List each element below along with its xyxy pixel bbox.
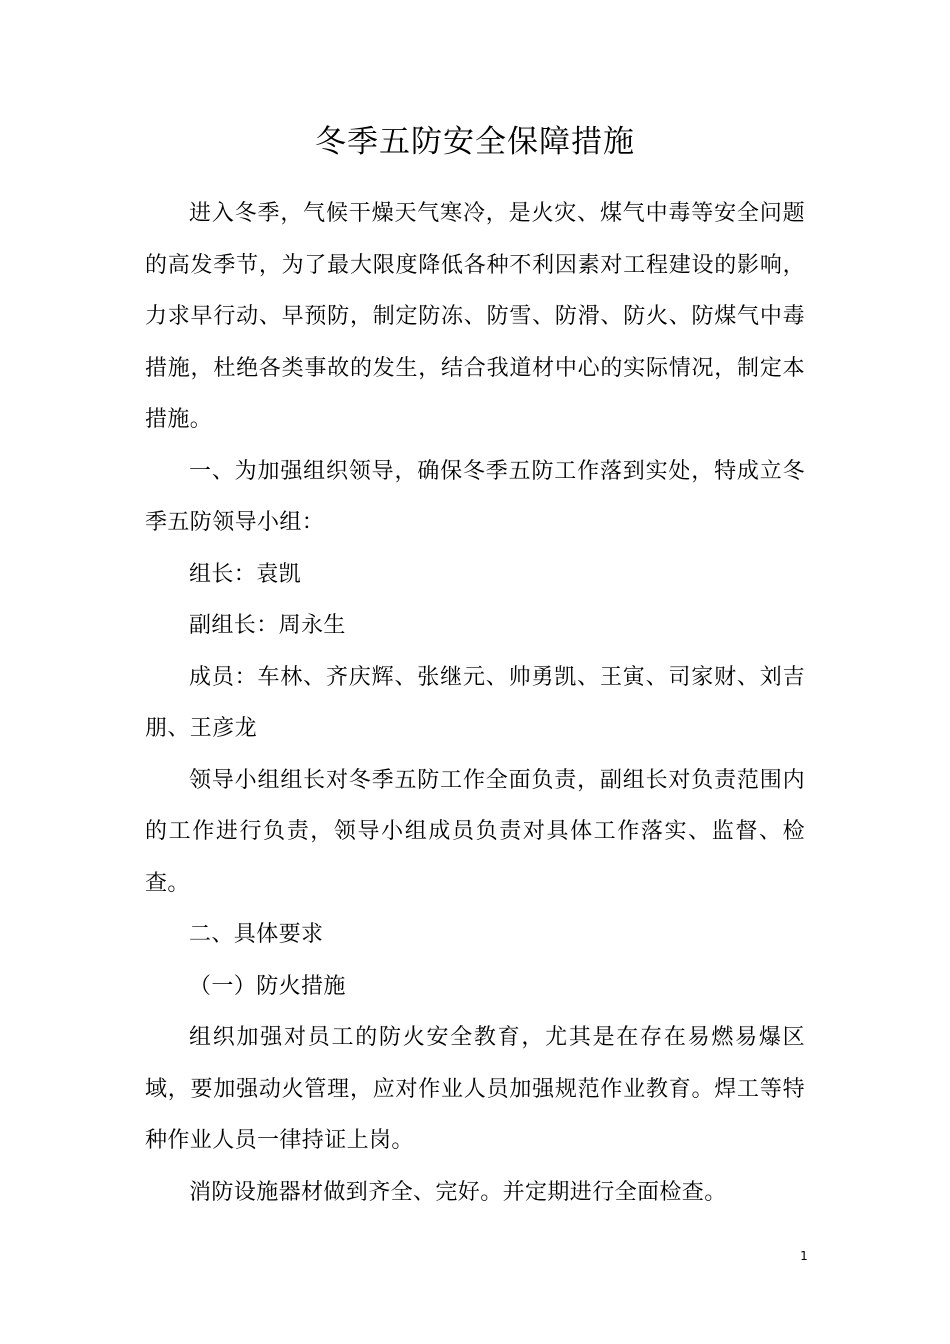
- paragraph-section-one: 一、为加强组织领导，确保冬季五防工作落到实处，特成立冬季五防领导小组：: [145, 458, 805, 535]
- paragraph-team-leader: 组长：袁凯: [189, 561, 302, 587]
- paragraph-fire-equipment: 消防设施器材做到齐全、完好。并定期进行全面检查。: [189, 1179, 727, 1205]
- paragraph-deputy-leader: 副组长：周永生: [189, 613, 346, 638]
- paragraph-fire-education: 组织加强对员工的防火安全教育，尤其是在存在易燃易爆区域，要加强动火管理，应对作业人员加强规范作业教育。焊工等特种作业人员一律持证上岗。: [145, 1025, 805, 1153]
- paragraph-section-two: 二、具体要求: [189, 922, 324, 947]
- page-number: 1: [800, 1249, 808, 1263]
- document-body: [145, 188, 805, 1218]
- document-title: 冬季五防安全保障措施: [315, 124, 635, 160]
- paragraph-intro: 进入冬季，气候干燥天气寒冷，是火灾、煤气中毒等安全问题的高发季节，为了最大限度降低各种不利因素对工程建设的影响，力求早行动、早预防，制定防冻、防雪、防滑、防火、防煤气中毒措施，杜绝各类事故的发生，结合我道材中心的实际情况，制定本措施。: [145, 201, 805, 432]
- paragraph-fire-heading: （一）防火措施: [189, 973, 346, 999]
- paragraph-responsibilities: 领导小组组长对冬季五防工作全面负责，副组长对负责范围内的工作进行负责，领导小组成员负责对具体工作落实、监督、检查。: [145, 767, 805, 896]
- paragraph-members: 成员：车林、齐庆辉、张继元、帅勇凯、王寅、司家财、刘吉朋、王彦龙: [145, 664, 805, 741]
